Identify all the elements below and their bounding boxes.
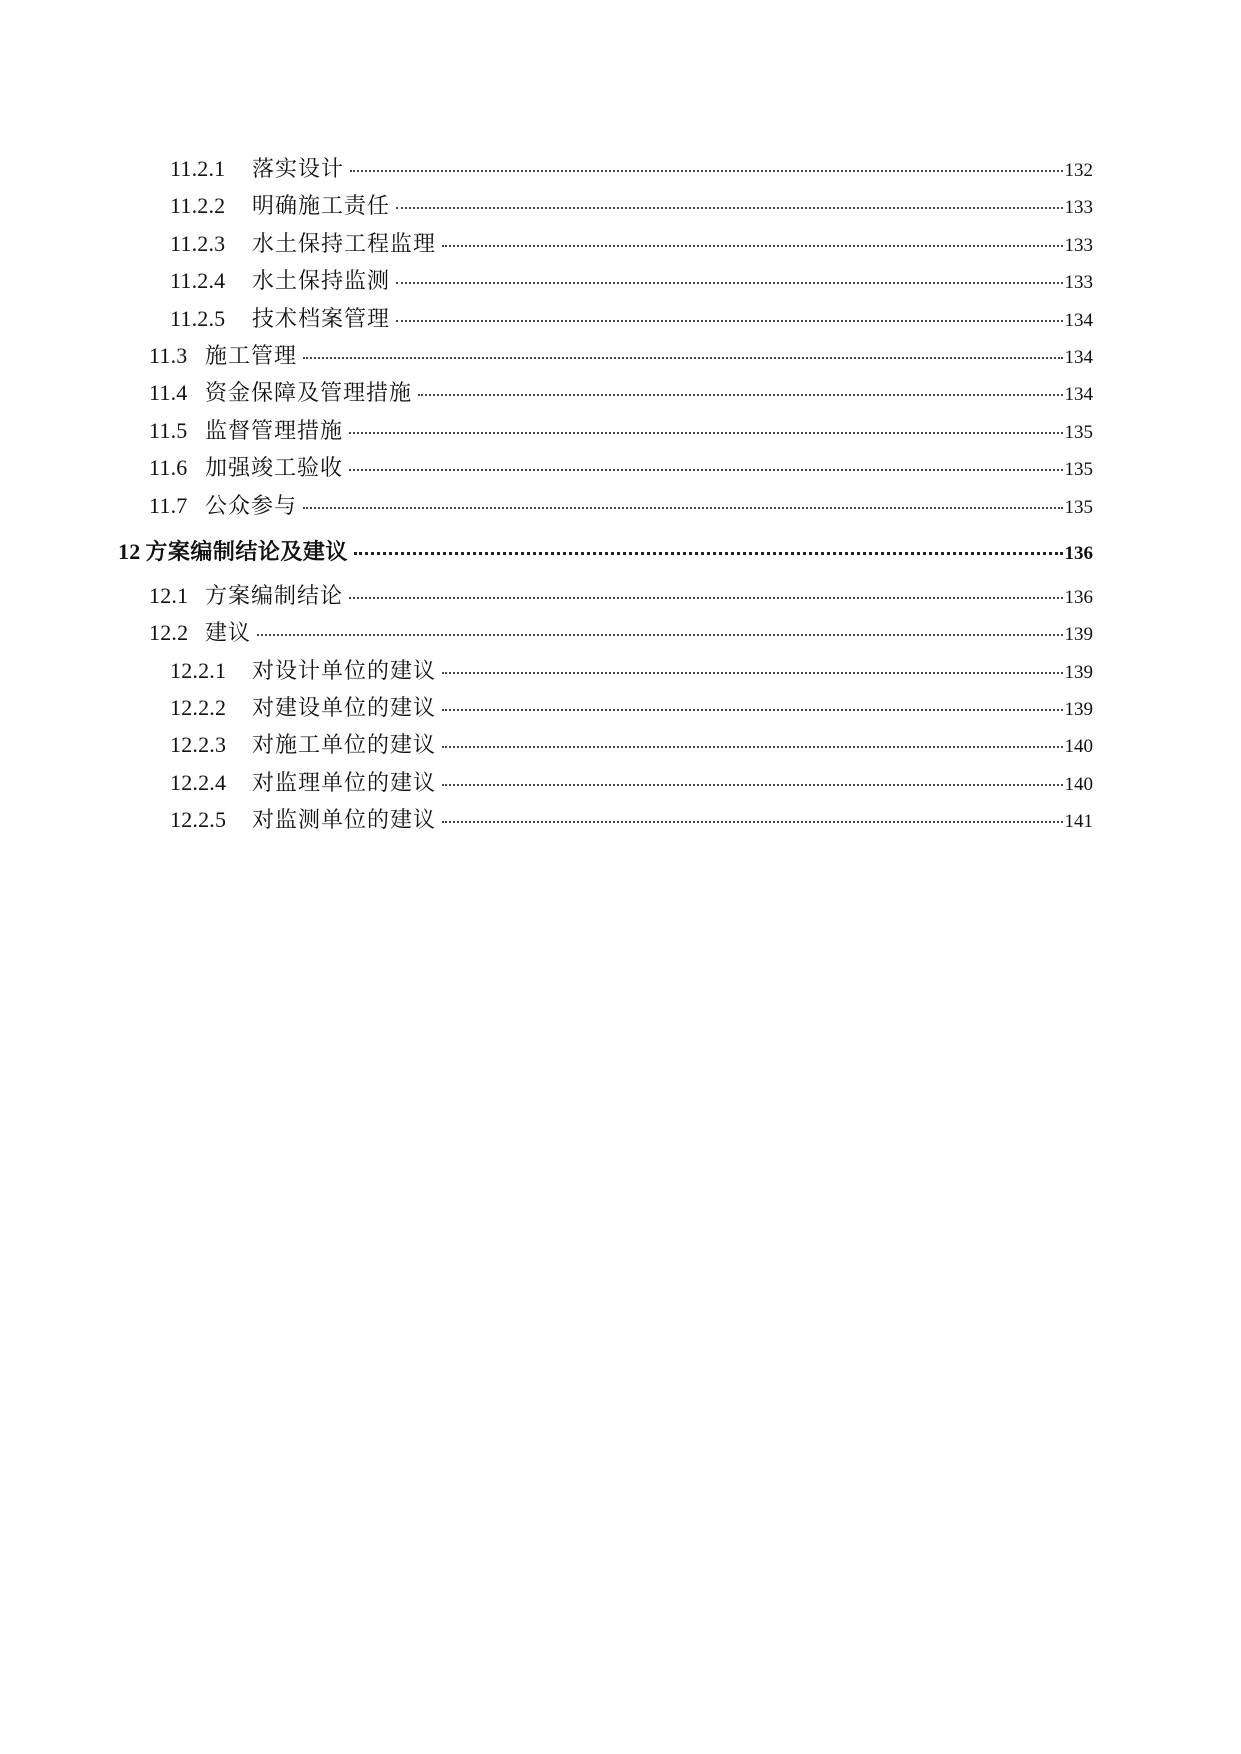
toc-leader-dots <box>442 245 1062 247</box>
toc-entry[interactable] <box>118 412 1093 449</box>
toc-leader-dots <box>442 784 1062 786</box>
toc-title: 加强竣工验收 <box>205 455 344 481</box>
toc-page-number: 132 <box>1064 160 1093 181</box>
toc-entry[interactable] <box>118 614 1093 651</box>
toc-leader-dots <box>418 394 1062 396</box>
toc-leader-dots <box>257 634 1062 636</box>
toc-leader-dots <box>354 552 1063 555</box>
toc-page-number: 133 <box>1064 272 1093 294</box>
toc-entry[interactable] <box>118 262 1093 299</box>
toc-page-number: 139 <box>1064 624 1093 646</box>
toc-entry[interactable] <box>118 726 1093 763</box>
toc-number: 11.4 <box>149 380 188 406</box>
toc-entry[interactable] <box>118 764 1093 801</box>
toc-leader-dots <box>442 746 1062 748</box>
table-of-contents <box>118 150 1093 839</box>
toc-title: 水土保持工程监理 <box>252 230 437 256</box>
toc-page-number: 135 <box>1064 421 1093 443</box>
toc-title: 建议 <box>205 620 252 646</box>
toc-entry[interactable] <box>118 300 1093 337</box>
toc-leader-dots <box>442 672 1062 674</box>
toc-number: 11.2.1 <box>170 156 226 181</box>
toc-page-number: 134 <box>1064 384 1093 406</box>
toc-leader-dots <box>442 709 1062 711</box>
toc-entry[interactable] <box>118 689 1093 726</box>
toc-leader-dots <box>349 597 1062 599</box>
toc-number: 11.6 <box>149 455 188 481</box>
toc-title: 施工管理 <box>205 342 298 368</box>
toc-entry[interactable] <box>118 449 1093 486</box>
toc-number: 11.2.2 <box>170 193 226 219</box>
toc-entry[interactable] <box>118 801 1093 838</box>
toc-number: 12.2.2 <box>170 695 227 721</box>
toc-title: 对施工单位的建议 <box>252 732 437 758</box>
toc-leader-dots <box>396 282 1062 284</box>
toc-entry[interactable] <box>118 187 1093 224</box>
toc-page-number: 139 <box>1064 661 1093 683</box>
toc-number: 12.2.4 <box>170 769 227 795</box>
toc-entry[interactable] <box>118 374 1093 411</box>
toc-number: 11.2.4 <box>170 268 226 294</box>
toc-leader-dots <box>396 320 1062 322</box>
toc-number: 12.1 <box>149 582 189 608</box>
toc-entry[interactable] <box>118 225 1093 262</box>
toc-page-number: 136 <box>1064 586 1093 608</box>
toc-number: 12 <box>118 538 141 564</box>
toc-entry[interactable] <box>118 577 1093 614</box>
toc-title: 技术档案管理 <box>252 305 391 331</box>
toc-number: 12.2.5 <box>170 807 227 833</box>
toc-leader-dots <box>396 207 1062 209</box>
toc-title: 明确施工责任 <box>252 193 391 219</box>
toc-page-number: 139 <box>1064 699 1093 721</box>
toc-number: 12.2.1 <box>170 657 227 683</box>
toc-page-number: 140 <box>1064 736 1093 758</box>
toc-leader-dots <box>350 170 1062 172</box>
toc-entry[interactable] <box>118 150 1093 187</box>
toc-page-number: 133 <box>1064 197 1093 219</box>
toc-page-number: 134 <box>1064 346 1093 368</box>
toc-leader-dots <box>349 432 1062 434</box>
toc-title: 水土保持监测 <box>252 268 391 294</box>
toc-page-number: 133 <box>1064 234 1093 256</box>
toc-number: 11.2.5 <box>170 305 226 331</box>
toc-leader-dots <box>442 821 1062 823</box>
toc-entry[interactable] <box>118 337 1093 374</box>
toc-page-number: 136 <box>1064 542 1093 564</box>
toc-number: 11.5 <box>149 417 188 443</box>
toc-page-number: 134 <box>1064 309 1093 331</box>
toc-title: 对监理单位的建议 <box>252 769 437 795</box>
toc-leader-dots <box>303 357 1062 359</box>
toc-page-number: 135 <box>1064 459 1093 481</box>
toc-entry[interactable] <box>118 652 1093 689</box>
toc-leader-dots <box>303 507 1062 509</box>
toc-title: 落实设计 <box>252 156 345 181</box>
toc-chapter-entry[interactable] <box>118 524 1093 576</box>
toc-page-number: 140 <box>1064 773 1093 795</box>
toc-number: 11.7 <box>149 492 188 518</box>
toc-number: 12.2.3 <box>170 732 227 758</box>
toc-title: 公众参与 <box>205 492 298 518</box>
toc-number: 12.2 <box>149 620 189 646</box>
toc-page-number: 135 <box>1064 496 1093 518</box>
toc-number: 11.2.3 <box>170 230 226 256</box>
toc-title: 对建设单位的建议 <box>252 695 437 721</box>
toc-page-number: 141 <box>1064 811 1093 833</box>
toc-leader-dots <box>349 469 1062 471</box>
toc-title: 方案编制结论及建议 <box>145 538 348 564</box>
toc-number: 11.3 <box>149 342 188 368</box>
toc-title: 对设计单位的建议 <box>252 657 437 683</box>
toc-entry[interactable] <box>118 487 1093 524</box>
toc-title: 对监测单位的建议 <box>252 807 437 833</box>
toc-title: 资金保障及管理措施 <box>205 380 413 406</box>
toc-title: 监督管理措施 <box>205 417 344 443</box>
toc-title: 方案编制结论 <box>205 582 344 608</box>
